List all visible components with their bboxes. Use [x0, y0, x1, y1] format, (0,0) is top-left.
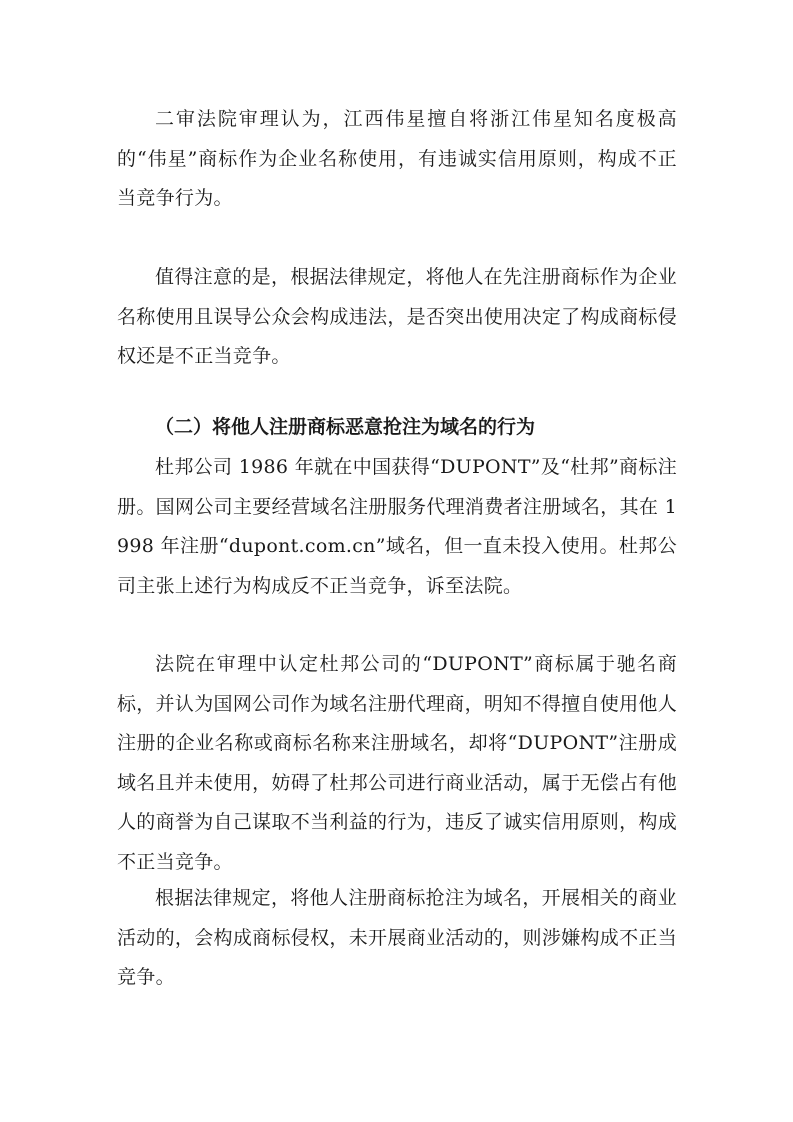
paragraph-legal-note: 值得注意的是，根据法律规定，将他人在先注册商标作为企业名称使用且误导公众会构成违法，是否突出使用决定了构成商标侵权还是不正当竞争。 [117, 266, 677, 367]
section-heading: （二）将他人注册商标恶意抢注为域名的行为 [155, 416, 536, 438]
paragraph-legal-rule: 根据法律规定，将他人注册商标抢注为域名，开展相关的商业活动的，会构成商标侵权，未开展商业活动的，则涉嫌构成不正当竞争。 [117, 887, 677, 988]
paragraph-court-finding: 法院在审理中认定杜邦公司的“DUPONT”商标属于驰名商标，并认为国网公司作为域名注册代理商，明知不得擅自使用他人注册的企业名称或商标名称来注册域名，却将“DUPONT”注册成域名且并未使用，妨碍了杜邦公司进行商业活动，属于无偿占有他人的商誉为自己谋取不当利益的行为，违反了诚实信用原则，构成不正当竞争。 [117, 653, 677, 873]
paragraph-appeal-court-ruling: 二审法院审理认为，江西伟星擅自将浙江伟星知名度极高的“伟星”商标作为企业名称使用，有违诚实信用原则，构成不正当竞争行为。 [117, 108, 677, 209]
paragraph-dupont-case: 杜邦公司 1986 年就在中国获得“DUPONT”及“杜邦”商标注册。国网公司主要经营域名注册服务代理消费者注册域名，其在 1998 年注册“dupont.com.cn”域名，但一直未投入使用。杜邦公司主张上述行为构成反不正当竞争，诉至法院。 [117, 456, 677, 597]
